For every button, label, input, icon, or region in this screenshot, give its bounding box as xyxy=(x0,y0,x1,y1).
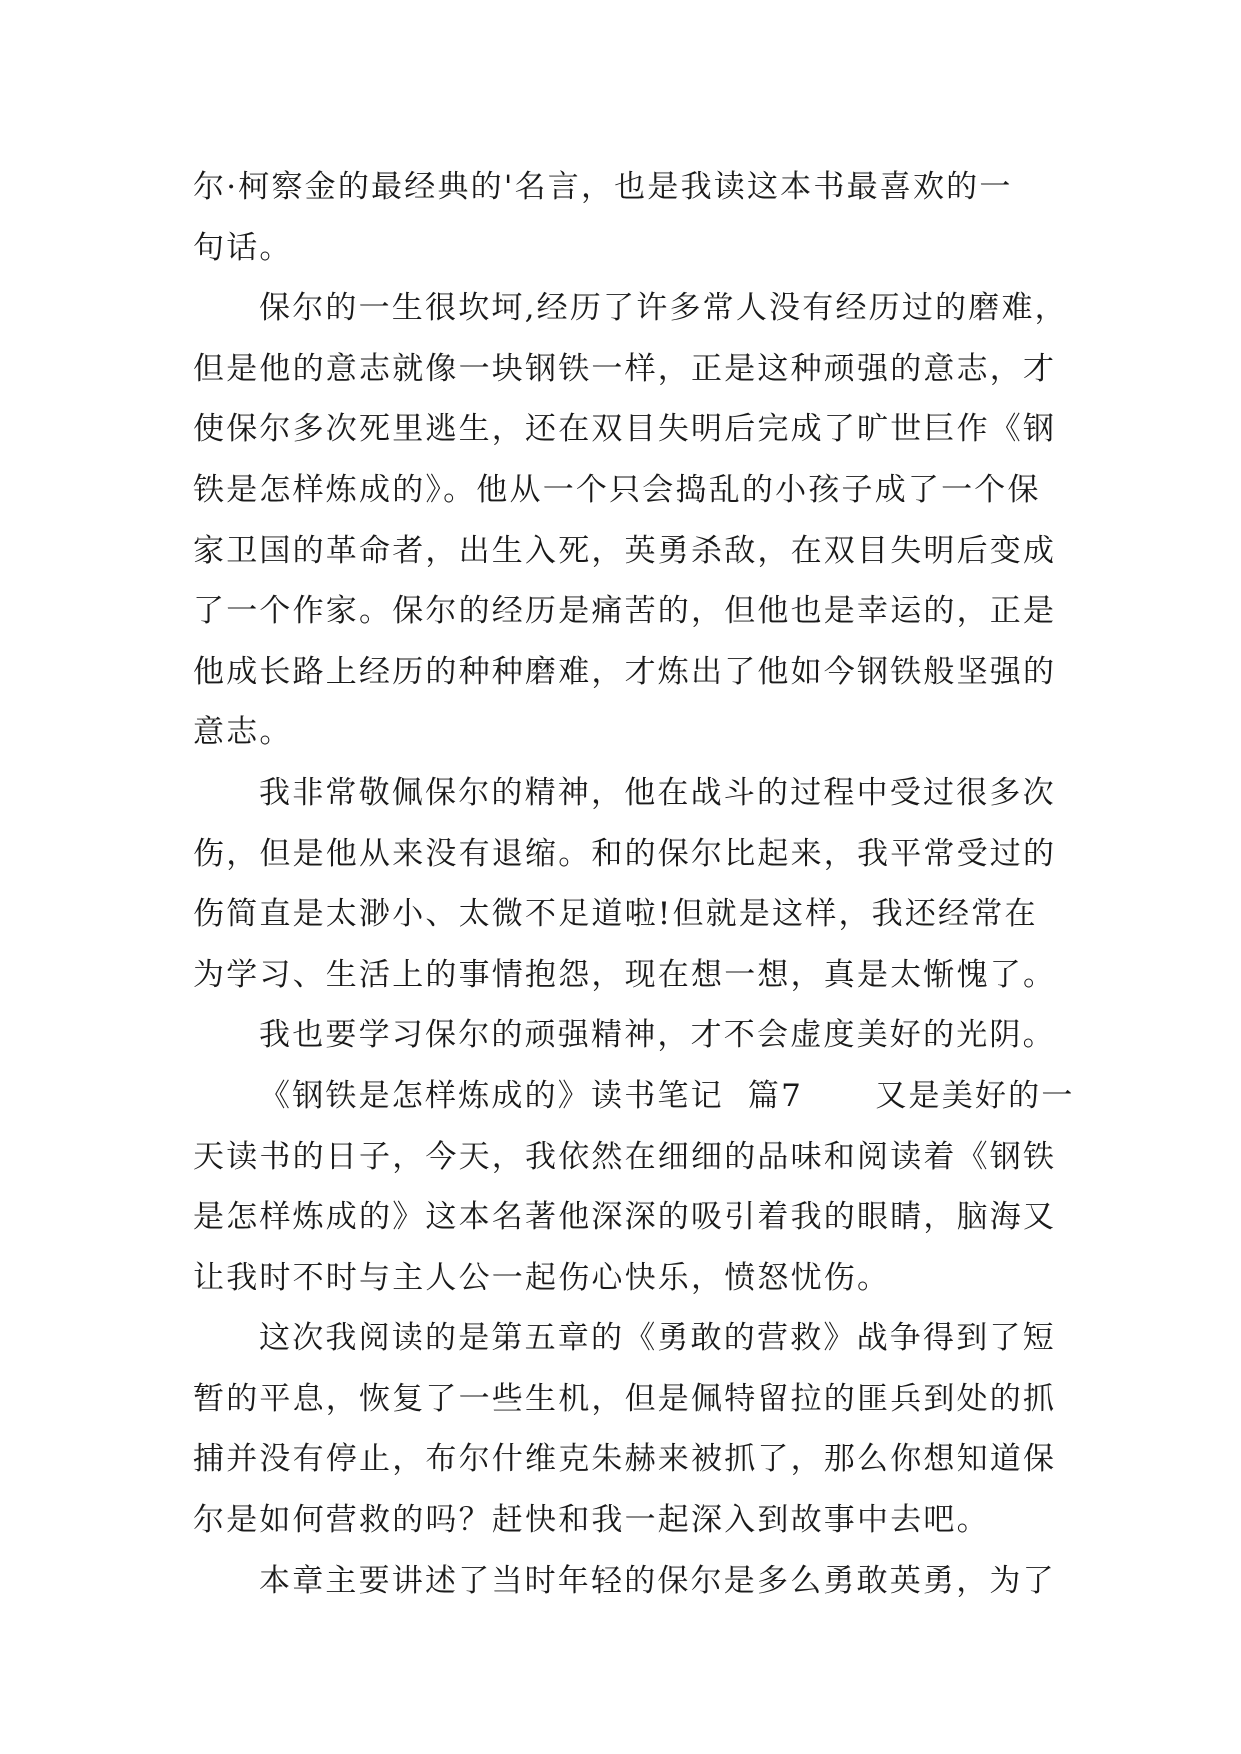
text-line: 铁是怎样炼成的》。他从一个只会捣乱的小孩子成了一个保 xyxy=(193,471,1041,508)
text-line: 捕并没有停止，布尔什维克朱赫来被抓了，那么你想知道保 xyxy=(193,1441,1057,1478)
document-body xyxy=(193,157,1093,1611)
text-line: 使保尔多次死里逃生，还在双目失明后完成了旷世巨作《钢 xyxy=(193,411,1057,448)
text-line: 伤简直是太渺小、太微不足道啦!但就是这样，我还经常在 xyxy=(193,896,1038,933)
text-line: 尔·柯察金的最经典的'名言，也是我读这本书最喜欢的一 xyxy=(193,169,1013,205)
text-line: 为学习、生活上的事情抱怨，现在想一想，真是太惭愧了。 xyxy=(193,956,1057,993)
paragraph-start-line: 我也要学习保尔的顽强精神，才不会虚度美好的光阴。 xyxy=(259,1017,1056,1054)
section-heading-line: 《钢铁是怎样炼成的》读书笔记 篇7 又是美好的一 xyxy=(259,1077,1075,1114)
text-line: 句话。 xyxy=(193,229,293,266)
text-line: 家卫国的革命者，出生入死，英勇杀敌，在双目失明后变成 xyxy=(193,532,1057,569)
text-line: 了一个作家。保尔的经历是痛苦的，但他也是幸运的，正是 xyxy=(193,593,1057,630)
text-line: 但是他的意志就像一块钢铁一样，正是这种顽强的意志，才 xyxy=(193,350,1057,387)
paragraph-start-line: 保尔的一生很坎坷,经历了许多常人没有经历过的磨难， xyxy=(259,290,1068,327)
text-line: 尔是如何营救的吗？赶快和我一起深入到故事中去吧。 xyxy=(193,1502,990,1539)
text-line: 让我时不时与主人公一起伤心快乐，愤怒忧伤。 xyxy=(193,1259,891,1296)
text-line: 天读书的日子，今天，我依然在细细的品味和阅读着《钢铁 xyxy=(193,1138,1057,1175)
paragraph-start-line: 我非常敬佩保尔的精神，他在战斗的过程中受过很多次 xyxy=(259,774,1056,811)
text-line: 意志。 xyxy=(193,714,293,751)
paragraph-start-line: 这次我阅读的是第五章的《勇敢的营救》战争得到了短 xyxy=(259,1320,1056,1357)
text-line: 伤，但是他从来没有退缩。和的保尔比起来，我平常受过的 xyxy=(193,835,1057,872)
paragraph-start-line: 本章主要讲述了当时年轻的保尔是多么勇敢英勇，为了 xyxy=(259,1562,1056,1599)
text-line: 暂的平息，恢复了一些生机，但是佩特留拉的匪兵到处的抓 xyxy=(193,1380,1057,1417)
text-line: 是怎样炼成的》这本名著他深深的吸引着我的眼睛，脑海又 xyxy=(193,1199,1057,1236)
text-line: 他成长路上经历的种种磨难，才炼出了他如今钢铁般坚强的 xyxy=(193,653,1057,690)
